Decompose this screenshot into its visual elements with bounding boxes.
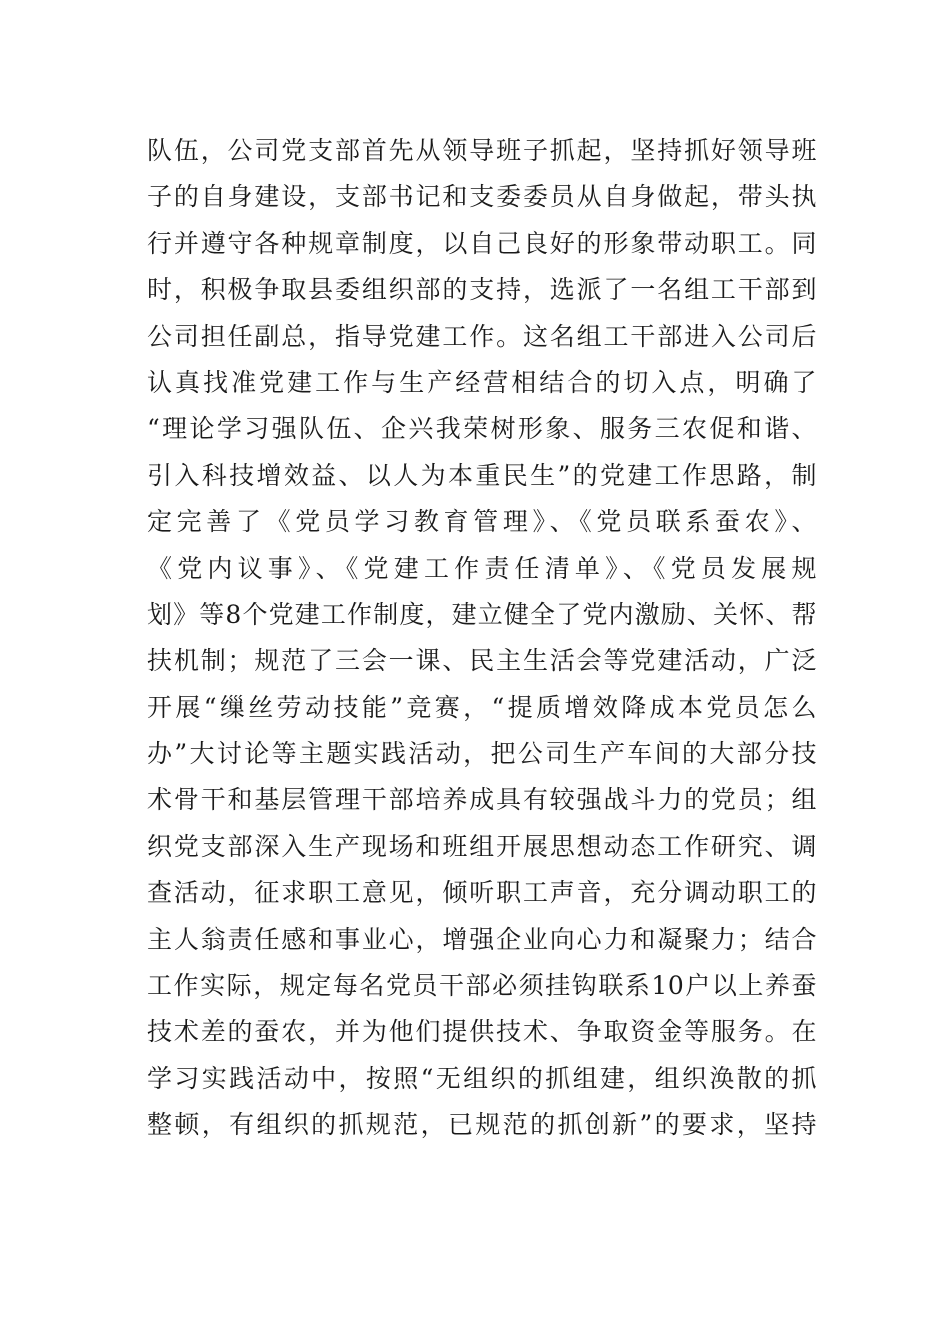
text-line-12: 扶机制；规范了三会一课、民主生活会等党建活动，广泛 [147, 646, 817, 676]
text-line-14: 办”大讨论等主题实践活动，把公司生产车间的大部分技 [147, 739, 817, 769]
text-line-20: 技术差的蚕农，并为他们提供技术、争取资金等服务。在 [147, 1017, 817, 1047]
text-line-11: 划》等8个党建工作制度，建立健全了党内激励、关怀、帮 [147, 599, 817, 629]
text-line-10: 《党内议事》、《党建工作责任清单》、《党员发展规 [147, 553, 817, 583]
text-line-13: 开展“缫丝劳动技能”竞赛，“提质增效降成本党员怎么 [147, 692, 817, 722]
text-line-22: 整顿，有组织的抓规范，已规范的抓创新”的要求，坚持 [147, 1110, 817, 1140]
text-line-15: 术骨干和基层管理干部培养成具有较强战斗力的党员；组 [147, 785, 817, 815]
body-paragraph [147, 128, 817, 1149]
text-line-9: 定完善了《党员学习教育管理》、《党员联系蚕农》、 [147, 507, 817, 537]
text-line-19: 工作实际，规定每名党员干部必须挂钩联系10户以上养蚕 [147, 971, 817, 1001]
text-line-17: 查活动，征求职工意见，倾听职工声音，充分调动职工的 [147, 878, 817, 908]
text-line-7: “理论学习强队伍、企兴我荣树形象、服务三农促和谐、 [147, 414, 817, 444]
text-line-2: 子的自身建设，支部书记和支委委员从自身做起，带头执 [147, 182, 817, 212]
text-line-6: 认真找准党建工作与生产经营相结合的切入点，明确了 [147, 367, 817, 397]
text-line-16: 织党支部深入生产现场和班组开展思想动态工作研究、调 [147, 831, 817, 861]
text-line-1: 队伍，公司党支部首先从领导班子抓起，坚持抓好领导班 [147, 136, 817, 165]
text-line-8: 引入科技增效益、以人为本重民生”的党建工作思路，制 [147, 460, 817, 490]
text-line-3: 行并遵守各种规章制度，以自己良好的形象带动职工。同 [147, 228, 817, 258]
text-line-4: 时，积极争取县委组织部的支持，选派了一名组工干部到 [147, 275, 817, 305]
text-line-21: 学习实践活动中，按照“无组织的抓组建，组织涣散的抓 [147, 1063, 817, 1093]
text-line-5: 公司担任副总，指导党建工作。这名组工干部进入公司后 [147, 321, 817, 351]
text-line-18: 主人翁责任感和事业心，增强企业向心力和凝聚力；结合 [147, 924, 817, 954]
